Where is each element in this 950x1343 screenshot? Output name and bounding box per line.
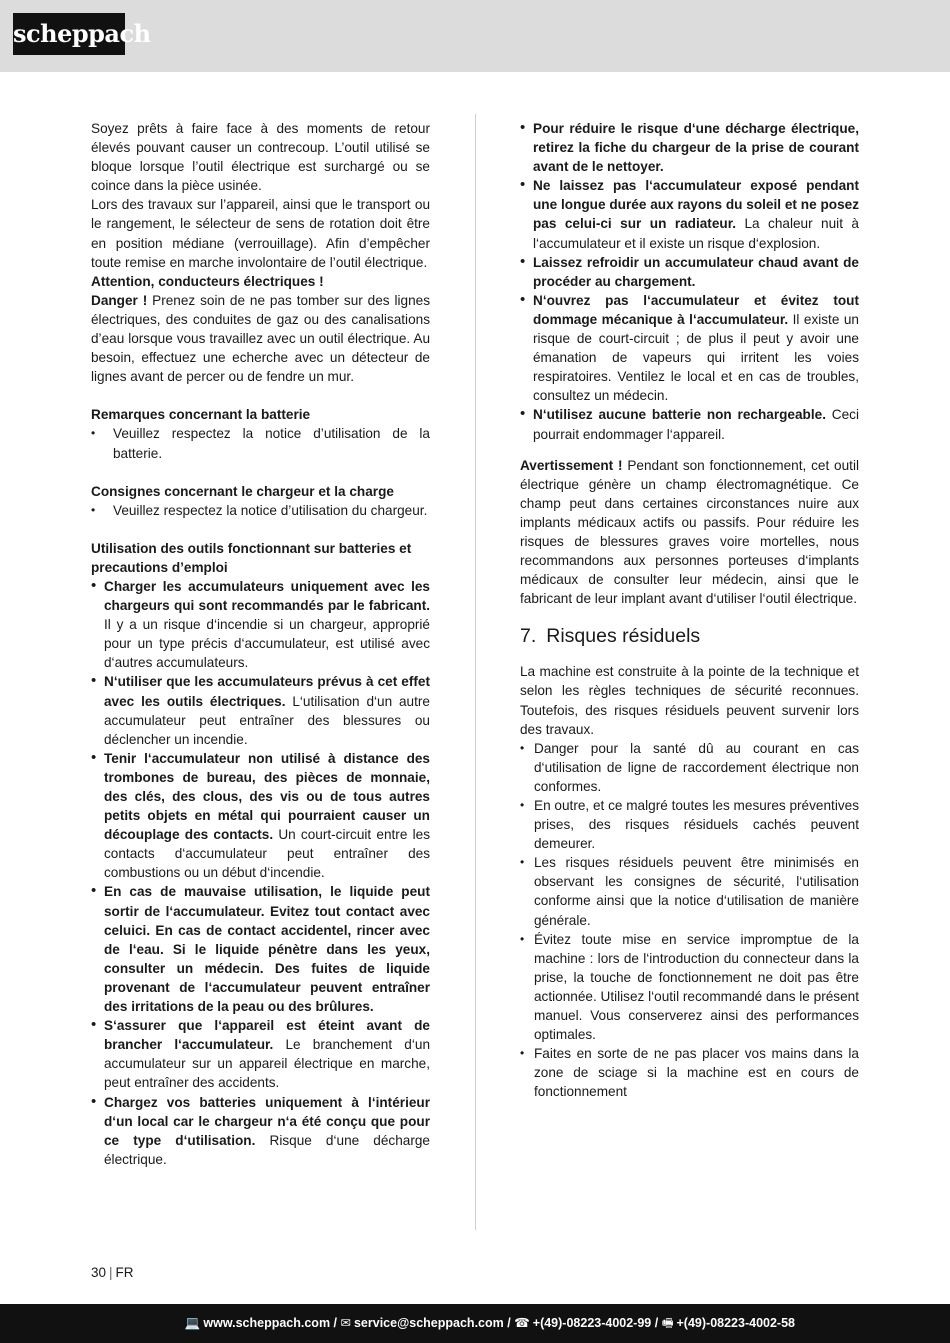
danger-paragraph [91,291,430,386]
page-number-value: 30 [91,1265,107,1280]
usage-list [91,577,430,1169]
list-item: • En cas de mauvaise utilisation, le liquide peut sortir de l‘accumulateur. Evitez tout contact avec celuici. En cas de contact accidentel, rincer avec de l‘eau. Si le liquide pénètre dans les yeux, consulter un médecin. Des fuites de liquide provenant de l‘accumulateur peuvent entraîner des irritations de la peau ou des brûlures. [91,882,430,1016]
footer-email: service@scheppach.com / [353,1316,511,1330]
section-number: 7. [520,625,537,648]
battery-heading: Remarques concernant la batterie [91,407,311,423]
list-item: • Veuillez respectez la notice d’utilisation du chargeur. [91,501,430,520]
column-divider [475,114,476,1230]
residual-list [520,739,859,1102]
battery-list [91,424,430,462]
warning-label: Avertissement ! [520,457,623,473]
charger-list [91,501,430,520]
footer-website: www.scheppach.com / [203,1316,338,1330]
language-code: FR [115,1265,134,1280]
section-title-text: Risques résiduels [546,625,701,648]
email-icon: ✉ [340,1316,351,1330]
list-item: • Tenir l‘accumulateur non utilisé à distance des trombones de bureau, des pièces de monnaie, des clés, des clous, des vis ou de tous autres petits objets en métal qui pourraient causer un découplage des contacts. Un court-circuit entre les contacts d‘accumulateur peut entraîner des combustions ou un début d‘incendie. [91,749,430,883]
left-column [91,119,430,1169]
battery-safety-list [520,119,859,444]
page-number: 30 | FR [91,1265,134,1280]
warning-text: Pendant son fonctionnement, cet outil électrique génère un champ électromagnétique. Ce champ peut dans certaines circonstances nuire aux implants médicaux actifs ou passifs. Pour réduire les risques de blessures graves voire mortelles, nous recommandons aux personnes porteuses d‘implants médicaux de consulter leur médecin, ainsi que le fabricant de leur implant avant d‘utiliser l‘outil électrique. [520,457,859,607]
list-item: • Faites en sorte de ne pas placer vos mains dans la zone de sciage si la machine est en cours de fonctionnement [520,1044,859,1101]
list-item: • Chargez vos batteries uniquement à l‘intérieur d‘un local car le chargeur n‘a été conçu que pour ce type d‘utilisation. Risque d‘une décharge électrique. [91,1093,430,1169]
list-item: • En outre, et ce malgré toutes les mesures préventives prises, des risques résiduels cachés peuvent demeurer. [520,796,859,853]
list-item: • Danger pour la santé dû au courant en cas d‘utilisation de ligne de raccordement électrique non conformes. [520,739,859,796]
residual-intro: La machine est construite à la pointe de la technique et selon les règles techniques de sécurité reconnues. Toutefois, des risques résiduels peuvent survenir lors des travaux. [520,664,859,737]
footer-fax: +(49)-08223-4002-58 [676,1316,795,1330]
footer-phone: +(49)-08223-4002-99 / [532,1316,659,1330]
right-column [520,119,859,1102]
paragraph-kickback: Soyez prêts à faire face à des moments de retour élevés pouvant causer un contrecoup. L’outil utilisé se bloque lorsque l’outil électrique est surchargé ou se coince dans la pièce usinée. [91,121,430,194]
list-item: • Ne laissez pas l‘accumulateur exposé pendant une longue durée aux rayons du soleil et ne posez pas celui-ci sur un radiateur. La chaleur nuit à l‘accumulateur et il existe un risque d‘explosion. [520,176,859,252]
usage-heading: Utilisation des outils fonctionnant sur batteries et precautions d’emploi [91,540,412,575]
list-item: • Évitez toute mise en service impromptue de la machine : lors de l‘introduction du connecteur dans la prise, la touche de fonctionnement ne doit pas être actionnée. Utilisez l‘outil recommandé dans le présent manuel. Vous conserverez ainsi des performances optimales. [520,930,859,1045]
attention-heading: Attention, conducteurs électriques ! [91,273,324,289]
list-item: • Pour réduire le risque d‘une décharge électrique, retirez la fiche du chargeur de la prise de courant avant de le nettoyer. [520,119,859,176]
brand-logo: scheppach [13,13,125,55]
list-item: • Charger les accumulateurs uniquement avec les chargeurs qui sont recommandés par le fabricant. Il y a un risque d‘incendie si un chargeur, approprié pour un type précis d‘accumulateur, est utilisé avec d‘autres accumulateurs. [91,577,430,672]
list-item: • N‘utilisez aucune batterie non rechargeable. Ceci pourrait endommager l‘appareil. [520,405,859,443]
page-footer [0,1304,950,1343]
charger-heading: Consignes concernant le chargeur et la charge [91,483,394,499]
list-item: • Veuillez respectez la notice d’utilisation de la batterie. [91,424,430,462]
danger-label: Danger ! [91,292,148,308]
list-item: • Les risques résiduels peuvent être minimisés en observant les consignes de sécurité, l‘utilisation conforme ainsi que la notice d‘utilisation de manière générale. [520,853,859,929]
list-item: • N‘ouvrez pas l‘accumulateur et évitez tout dommage mécanique à l‘accumulateur. Il existe un risque de court-circuit ; de plus il peut y avoir une émanation de vapeurs qui irritent les voies respiratoires. Ventilez le local et en cas de troubles, consultez un médecin. [520,291,859,406]
phone-icon: ☎ [514,1316,530,1330]
danger-text: Prenez soin de ne pas tomber sur des lignes électriques, des conduites de gaz ou des canalisations d’eau lorsque vous travaillez avec un outil électrique. Au besoin, effectuez une echerche avec un détecteur de lignes avant de percer ou de fendre un mur. [91,292,430,385]
list-item: • Laissez refroidir un accumulateur chaud avant de procéder au chargement. [520,253,859,291]
list-item: • S‘assurer que l‘appareil est éteint avant de brancher l‘accumulateur. Le branchement d‘un accumulateur sur un appareil électrique en marche, peut entraîner des accidents. [91,1016,430,1092]
computer-icon: 💻 [184,1316,201,1330]
section-title [520,624,859,648]
fax-icon: 🖷 [661,1316,674,1330]
page-header [0,0,950,72]
list-item: • N‘utiliser que les accumulateurs prévus à cet effet avec les outils électriques. L‘utilisation d‘un autre accumulateur peut entraîner des blessures ou déclencher un incendie. [91,672,430,748]
warning-paragraph [520,456,859,609]
paragraph-rotation-selector: Lors des travaux sur l’appareil, ainsi que le transport ou le rangement, le sélecteur de sens de rotation doit être en position médiane (verrouillage). Afin d’empêcher toute remise en marche involontaire de l’outil électrique. [91,197,430,270]
